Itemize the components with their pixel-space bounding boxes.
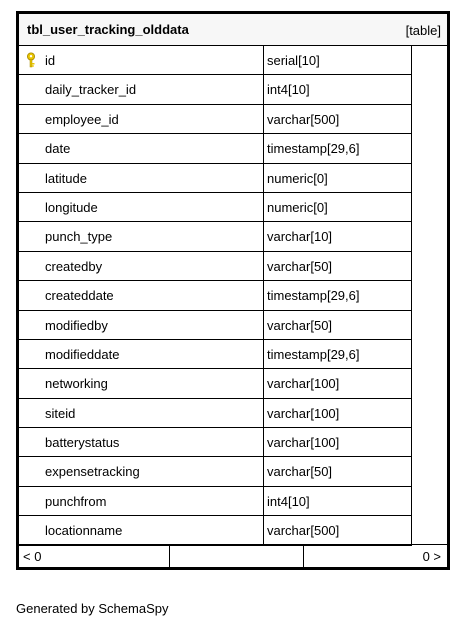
column-type-cell — [264, 487, 412, 515]
column-row — [19, 487, 412, 516]
column-type: varchar[50] — [267, 464, 333, 480]
column-type: int4[10] — [267, 82, 310, 98]
column-name-cell — [19, 516, 264, 544]
column-name-cell — [19, 46, 264, 74]
column-row — [19, 399, 412, 428]
column-name-cell — [19, 487, 264, 515]
column-row — [19, 193, 412, 222]
column-type-cell — [264, 457, 412, 485]
column-name[interactable]: punch_type — [45, 229, 113, 245]
column-name[interactable]: longitude — [45, 199, 98, 215]
parents-count-cell — [19, 545, 170, 567]
column-name-cell — [19, 252, 264, 280]
column-type-cell — [264, 399, 412, 427]
column-row — [19, 516, 412, 545]
column-type-cell — [264, 281, 412, 309]
column-name[interactable]: expensetracking — [45, 464, 140, 480]
column-name[interactable]: createdby — [45, 258, 103, 274]
column-name-cell — [19, 281, 264, 309]
column-name-cell — [19, 134, 264, 162]
column-row — [19, 369, 412, 398]
generated-by-label: Generated by SchemaSpy — [16, 601, 169, 616]
column-name-cell — [19, 164, 264, 192]
parents-count[interactable]: < 0 — [23, 549, 42, 564]
footer-spacer-cell — [170, 545, 304, 567]
primary-key-icon — [25, 52, 37, 68]
column-name-cell — [19, 193, 264, 221]
column-type: varchar[500] — [267, 111, 340, 127]
column-type: numeric[0] — [267, 199, 328, 215]
column-type: numeric[0] — [267, 170, 328, 186]
column-name[interactable]: latitude — [45, 170, 87, 186]
table-entity — [16, 11, 450, 570]
column-name[interactable]: employee_id — [45, 111, 119, 127]
column-row — [19, 428, 412, 457]
column-type: timestamp[29,6] — [267, 141, 360, 157]
column-type: timestamp[29,6] — [267, 288, 360, 304]
column-type-cell — [264, 193, 412, 221]
column-name[interactable]: networking — [45, 376, 108, 392]
column-type-cell — [264, 252, 412, 280]
column-name[interactable]: batterystatus — [45, 435, 120, 451]
relationship-footer — [19, 544, 447, 567]
column-name-cell — [19, 457, 264, 485]
column-row — [19, 134, 412, 163]
column-row — [19, 281, 412, 310]
column-type-cell — [264, 164, 412, 192]
column-name-cell — [19, 428, 264, 456]
column-row — [19, 457, 412, 486]
column-type-cell — [264, 46, 412, 74]
column-type: serial[10] — [267, 53, 320, 68]
column-name[interactable]: id — [45, 53, 56, 68]
column-type: varchar[100] — [267, 405, 340, 421]
column-name-cell — [19, 340, 264, 368]
column-name[interactable]: punchfrom — [45, 493, 107, 509]
column-type: varchar[50] — [267, 258, 333, 274]
column-name-cell — [19, 222, 264, 250]
column-row — [19, 46, 412, 75]
column-row — [19, 105, 412, 134]
column-name[interactable]: daily_tracker_id — [45, 82, 137, 98]
column-name[interactable]: modifieddate — [45, 346, 120, 362]
column-name[interactable]: siteid — [45, 405, 76, 421]
column-name-cell — [19, 75, 264, 103]
column-type-cell — [264, 369, 412, 397]
table-header — [19, 14, 447, 46]
column-type: timestamp[29,6] — [267, 346, 360, 362]
column-type: varchar[100] — [267, 376, 340, 392]
column-type-cell — [264, 516, 412, 544]
column-name-cell — [19, 311, 264, 339]
children-count-cell — [304, 545, 447, 567]
column-row — [19, 311, 412, 340]
column-row — [19, 164, 412, 193]
column-type-cell — [264, 134, 412, 162]
column-name[interactable]: createddate — [45, 288, 114, 304]
column-name[interactable]: locationname — [45, 523, 123, 539]
column-list — [19, 46, 412, 546]
column-type-cell — [264, 105, 412, 133]
column-type-cell — [264, 311, 412, 339]
column-type: varchar[50] — [267, 317, 333, 333]
table-type-label: [table] — [405, 23, 441, 38]
column-type-cell — [264, 75, 412, 103]
column-type: varchar[10] — [267, 229, 333, 245]
column-row — [19, 340, 412, 369]
column-name[interactable]: modifiedby — [45, 317, 108, 333]
column-name-cell — [19, 105, 264, 133]
children-count[interactable]: 0 > — [422, 549, 441, 564]
column-name-cell — [19, 399, 264, 427]
column-type-cell — [264, 340, 412, 368]
column-name-cell — [19, 369, 264, 397]
column-type: int4[10] — [267, 493, 310, 509]
table-name[interactable]: tbl_user_tracking_olddata — [27, 22, 189, 37]
column-type: varchar[500] — [267, 523, 340, 539]
column-row — [19, 75, 412, 104]
column-row — [19, 222, 412, 251]
column-row — [19, 252, 412, 281]
column-type-cell — [264, 428, 412, 456]
column-type: varchar[100] — [267, 435, 340, 451]
column-type-cell — [264, 222, 412, 250]
column-name[interactable]: date — [45, 141, 71, 157]
